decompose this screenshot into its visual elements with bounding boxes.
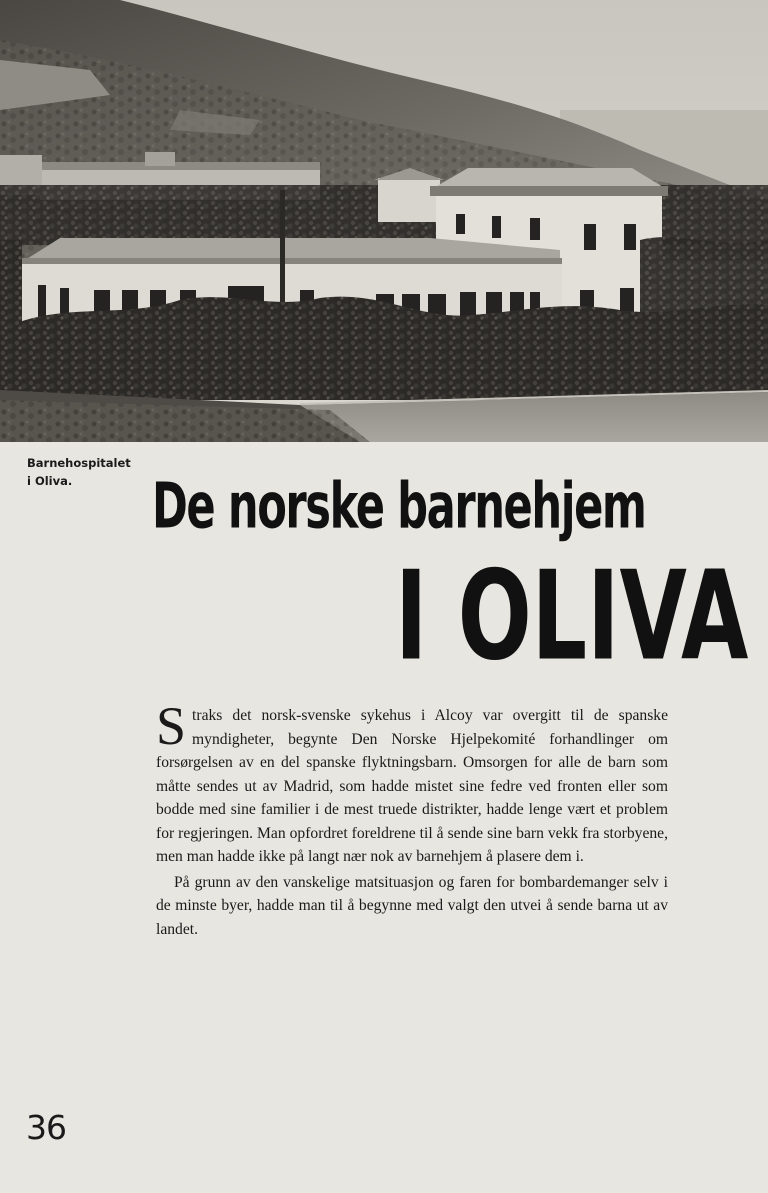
headline-line-1: De norske barnehjem xyxy=(152,469,646,544)
caption-line-1: Barnehospitalet xyxy=(27,456,131,470)
caption-line-2: i Oliva. xyxy=(27,474,73,488)
headline-line-2: I OLIVA xyxy=(395,545,749,689)
article-paragraph-1 xyxy=(156,696,668,869)
page-number: 36 xyxy=(26,1108,66,1147)
photograph-hospital-buildings-icon xyxy=(0,0,768,442)
article-body xyxy=(156,696,668,941)
drop-cap: S xyxy=(156,696,187,756)
paragraph-1-text: traks det norsk-svenske sykehus i Alcoy var overgitt til de spanske myndigheter, begynte Den Norske Hjelpekomité forhandlinger om forsørgelsen av en del spanske flyktningsbarn. Omsorgen for alle de barn som måtte sendes ut av Madrid, som hadde mistet sine fedre ved fronten eller som bodde med sine familier i de mest truede distrikter, hadde lenge vært et problem for regjeringen. Man opfordret foreldrene til å sende sine barn vekk fra storbyene, men man hadde ikke på langt nær nok av barnehjem å plasere dem i. xyxy=(156,707,668,865)
article-paragraph-2: På grunn av den vanskelige matsituasjon og faren for bombardemanger selv i de minste byer, hadde man til å begynne med valgt den utvei å sende barna ut av landet. xyxy=(156,873,668,938)
photo-caption xyxy=(27,454,147,490)
hospital-photo xyxy=(0,0,768,442)
